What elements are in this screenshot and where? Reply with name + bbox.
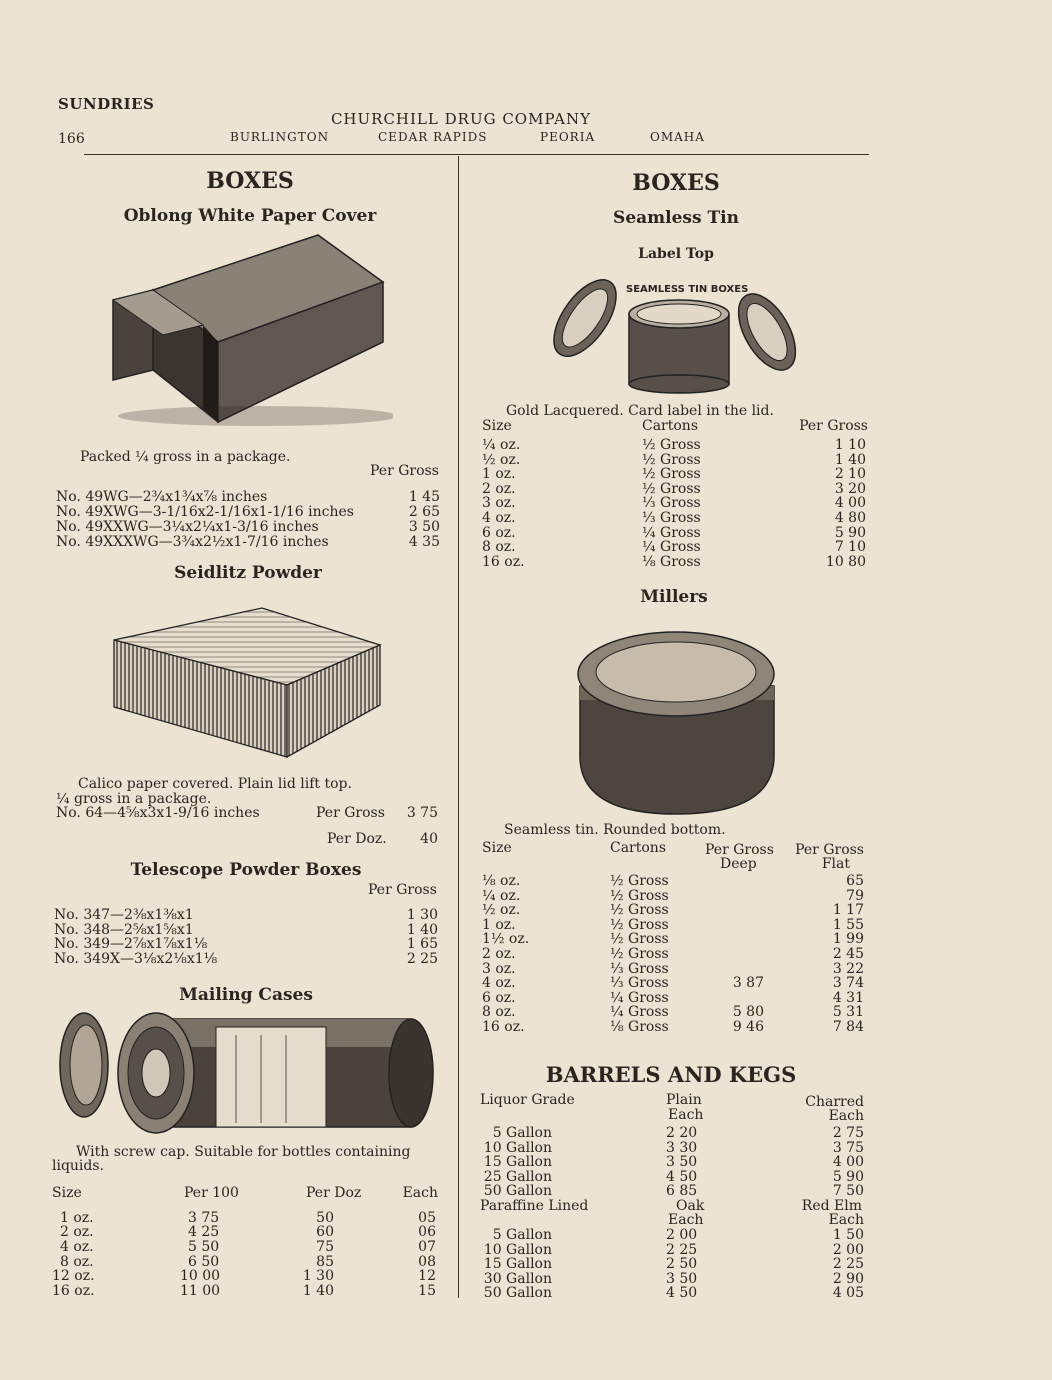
table-cell: 3 74 [832,975,864,992]
table-cell: 2 75 [832,1125,864,1141]
table-row [480,482,868,496]
city-omaha: OMAHA [650,130,705,144]
table-cell: ½ Gross [610,887,669,904]
table-cell: 2 50 [666,1256,698,1273]
table-row [480,1243,868,1257]
table-cell: 4 31 [832,989,864,1006]
seamless-subtitle: Label Top [638,246,714,262]
table-row [480,1184,868,1198]
table-cell: 30 Gallon [483,1270,552,1287]
mailing-row: 4 oz. 5 50 75 07 [60,1239,436,1255]
barrels-title: BARRELS AND KEGS [545,1062,797,1087]
table-cell: 50 Gallon [483,1183,552,1200]
telescope-title: Telescope Powder Boxes [130,860,362,880]
table-cell: ⅓ Gross [610,960,669,977]
table-cell: 1 55 [832,916,864,933]
table-cell: 2 20 [666,1125,698,1141]
table-cell: ⅛ oz. [482,873,521,889]
table-row [480,1272,868,1286]
table-cell: 5 Gallon [492,1227,552,1243]
table-cell: 79 [846,887,864,904]
table-cell: 25 Gallon [483,1168,552,1185]
table-cell: 6 85 [666,1183,698,1200]
table-cell: ½ Gross [610,873,669,889]
table-cell: ¼ Gross [610,1004,669,1021]
page-number: 166 [58,131,85,147]
telescope-item-row: No. 349—2⅞x1⅞x1⅛ 1 65 [54,936,438,952]
table-cell: 1 40 [834,451,866,468]
mailing-line2: liquids. [52,1158,105,1174]
table-cell: ¼ oz. [482,437,521,453]
table-cell: 4 00 [834,495,866,512]
table-cell: ¼ oz. [482,887,521,904]
seamless-intro: Gold Lacquered. Card label in the lid. [506,403,774,419]
table-cell: 2 00 [832,1241,864,1258]
table-cell: ½ oz. [482,451,521,468]
city-burlington: BURLINGTON [230,130,330,144]
table-cell: 2 25 [666,1241,698,1258]
seamless-header-row: Size Cartons Per Gross [482,418,868,434]
seamless-title: Seamless Tin [613,208,739,228]
table-cell: 10 Gallon [483,1241,552,1258]
table-row [480,991,868,1005]
oblong-item-row: No. 49WG—2¾x1¾x⅞ inches 1 45 [56,489,440,505]
section-title: SUNDRIES [58,95,155,113]
table-cell: ½ Gross [642,480,701,497]
table-row [480,1170,868,1184]
seidlitz-item: No. 64—4⅝x3x1-9/16 inches [56,805,260,821]
table-row [480,1257,868,1271]
table-cell: 8 oz. [482,1004,516,1021]
table-cell: 3 50 [666,1154,698,1171]
table-cell: 1 99 [832,931,864,948]
table-cell: 4 50 [666,1285,698,1302]
table-row [480,453,868,467]
table-row [480,889,868,903]
seidlitz-box-illustration [112,605,382,763]
company-name: CHURCHILL DRUG COMPANY [330,110,592,128]
table-cell: 4 oz. [482,975,516,992]
seidlitz-per-doz-label: Per Doz. [327,831,387,847]
seidlitz-per-gross: 3 75 [406,805,438,821]
table-cell: 6 oz. [482,989,516,1006]
table-cell: 16 oz. [482,553,525,570]
table-row [480,874,868,888]
table-cell: 3 75 [832,1139,864,1156]
table-cell: 1 oz. [482,916,516,933]
mailing-line1: With screw cap. Suitable for bottles containing [76,1144,411,1160]
table-cell: 7 50 [832,1183,864,1200]
table-cell: ⅛ Gross [610,1019,669,1035]
mailing-header-row: Size Per 100 Per Doz Each [52,1185,438,1201]
table-cell: 10 Gallon [483,1139,552,1156]
table-cell: 16 oz. [482,1019,525,1035]
table-cell: 6 oz. [482,524,516,541]
mailing-row: 2 oz. 4 25 60 06 [60,1224,436,1240]
mailing-row: 1 oz. 3 75 50 05 [60,1210,436,1226]
table-row [480,555,868,569]
table-cell: 1 50 [832,1227,864,1243]
table-cell: 4 05 [832,1285,864,1302]
table-cell: 3 22 [832,960,864,977]
oblong-item-row: No. 49XWG—3-1/16x2-1/16x1-1/16 inches 2 65 [56,504,440,520]
oblong-note: Packed ¼ gross in a package. [80,449,291,465]
header-rule [84,154,869,155]
oblong-item-row: No. 49XXXWG—3¾x2½x1-7/16 inches 4 35 [56,534,440,550]
table-cell: 7 10 [834,539,866,556]
table-cell: 2 00 [666,1227,698,1243]
table-cell: 5 90 [832,1168,864,1185]
table-cell: 3 87 [732,975,764,992]
table-cell: 2 oz. [482,480,516,497]
table-cell: 7 84 [832,1019,864,1035]
table-row [480,438,868,452]
table-cell: ½ Gross [642,451,701,468]
table-cell: ⅓ Gross [610,975,669,992]
mailing-case-illustration [56,1005,440,1145]
telescope-price-header: Per Gross [368,882,437,898]
table-row [480,1020,868,1034]
table-cell: 3 20 [834,480,866,497]
mailing-title: Mailing Cases [179,985,313,1005]
table-cell: 50 Gallon [483,1285,552,1302]
oblong-price-header: Per Gross [370,463,439,479]
table-cell: ⅓ Gross [642,510,701,526]
mailing-row: 12 oz. 10 00 1 30 12 [52,1268,436,1284]
telescope-item-row: No. 349X—3⅛x2⅛x1⅛ 2 25 [54,951,438,967]
millers-intro: Seamless tin. Rounded bottom. [504,822,726,838]
seidlitz-per-gross-label: Per Gross [316,805,385,821]
table-row [480,962,868,976]
table-cell: ⅓ Gross [642,495,701,512]
table-cell: 1 17 [832,902,864,919]
millers-title: Millers [640,587,708,607]
table-row [480,467,868,481]
table-row [480,511,868,525]
table-row [480,932,868,946]
table-cell: 4 00 [832,1154,864,1171]
table-cell: 3 30 [666,1139,698,1156]
table-row [480,540,868,554]
table-cell: ½ Gross [610,946,669,962]
seidlitz-per-doz: 40 [420,831,438,847]
table-row [480,918,868,932]
millers-header-row: Size Cartons Per Gross Per Gross Deep Flat [482,840,864,872]
table-row [480,976,868,990]
table-cell: ⅛ Gross [642,553,701,570]
table-cell: 5 31 [832,1004,864,1021]
table-cell: ½ Gross [642,466,701,483]
left-title: BOXES [206,168,294,194]
seidlitz-line2: ¼ gross in a package. [56,791,212,807]
table-cell: 65 [846,873,864,889]
seidlitz-line1: Calico paper covered. Plain lid lift top. [78,776,352,792]
millers-tin-illustration [576,616,778,818]
table-cell: 1 10 [834,437,866,453]
table-cell: ½ oz. [482,902,521,919]
table-cell: ¼ Gross [642,539,701,556]
mailing-row: 16 oz. 11 00 1 40 15 [52,1283,436,1299]
table-cell: ½ Gross [610,916,669,933]
table-row [480,1155,868,1169]
table-cell: 4 50 [666,1168,698,1185]
table-cell: 10 80 [825,553,866,570]
table-cell: 8 oz. [482,539,516,556]
table-row [480,526,868,540]
table-cell: 2 10 [834,466,866,483]
table-cell: ¼ Gross [610,989,669,1006]
table-cell: 2 oz. [482,946,516,962]
table-cell: ½ Gross [610,902,669,919]
table-cell: 9 46 [732,1019,764,1035]
table-cell: 15 Gallon [483,1154,552,1171]
table-cell: 1 oz. [482,466,516,483]
table-cell: 3 oz. [482,960,516,977]
oblong-box-illustration [108,230,393,430]
oblong-item-row: No. 49XXWG—3¼x2¼x1-3/16 inches 3 50 [56,519,440,535]
telescope-item-row: No. 347—2⅜x1⅜x1 1 30 [54,907,438,923]
seamless-image-label: SEAMLESS TIN BOXES [626,284,749,295]
table-cell: 3 oz. [482,495,516,512]
table-cell: 4 oz. [482,510,516,526]
telescope-item-row: No. 348—2⅝x1⅝x1 1 40 [54,922,438,938]
table-row [480,1286,868,1300]
city-cedar-rapids: CEDAR RAPIDS [378,130,488,144]
table-cell: 2 45 [832,946,864,962]
table-row [480,1005,868,1019]
table-row [480,1141,868,1155]
table-cell: 4 80 [834,510,866,526]
table-cell: 3 50 [666,1270,698,1287]
table-cell: ¼ Gross [642,524,701,541]
table-row [480,1126,868,1140]
barrels-header-row: Liquor Grade Plain Each Charred Each [480,1092,864,1124]
column-divider [458,156,459,1298]
barrels-paraffine-header: Paraffine Lined Oak Each Red Elm Each [480,1198,864,1228]
table-cell: ½ Gross [642,437,701,453]
right-title: BOXES [632,170,720,196]
table-cell: 5 90 [834,524,866,541]
seidlitz-title: Seidlitz Powder [174,563,322,583]
table-cell: 2 25 [832,1256,864,1273]
city-peoria: PEORIA [540,130,596,144]
mailing-row: 8 oz. 6 50 85 08 [60,1254,436,1270]
oblong-title: Oblong White Paper Cover [123,206,377,226]
table-row [480,496,868,510]
table-cell: 15 Gallon [483,1256,552,1273]
table-row [480,903,868,917]
table-cell: 5 Gallon [492,1125,552,1141]
table-row [480,947,868,961]
table-cell: 5 80 [732,1004,764,1021]
table-cell: ½ Gross [610,931,669,948]
table-cell: 2 90 [832,1270,864,1287]
table-cell: 1½ oz. [482,931,530,948]
table-row [480,1228,868,1242]
